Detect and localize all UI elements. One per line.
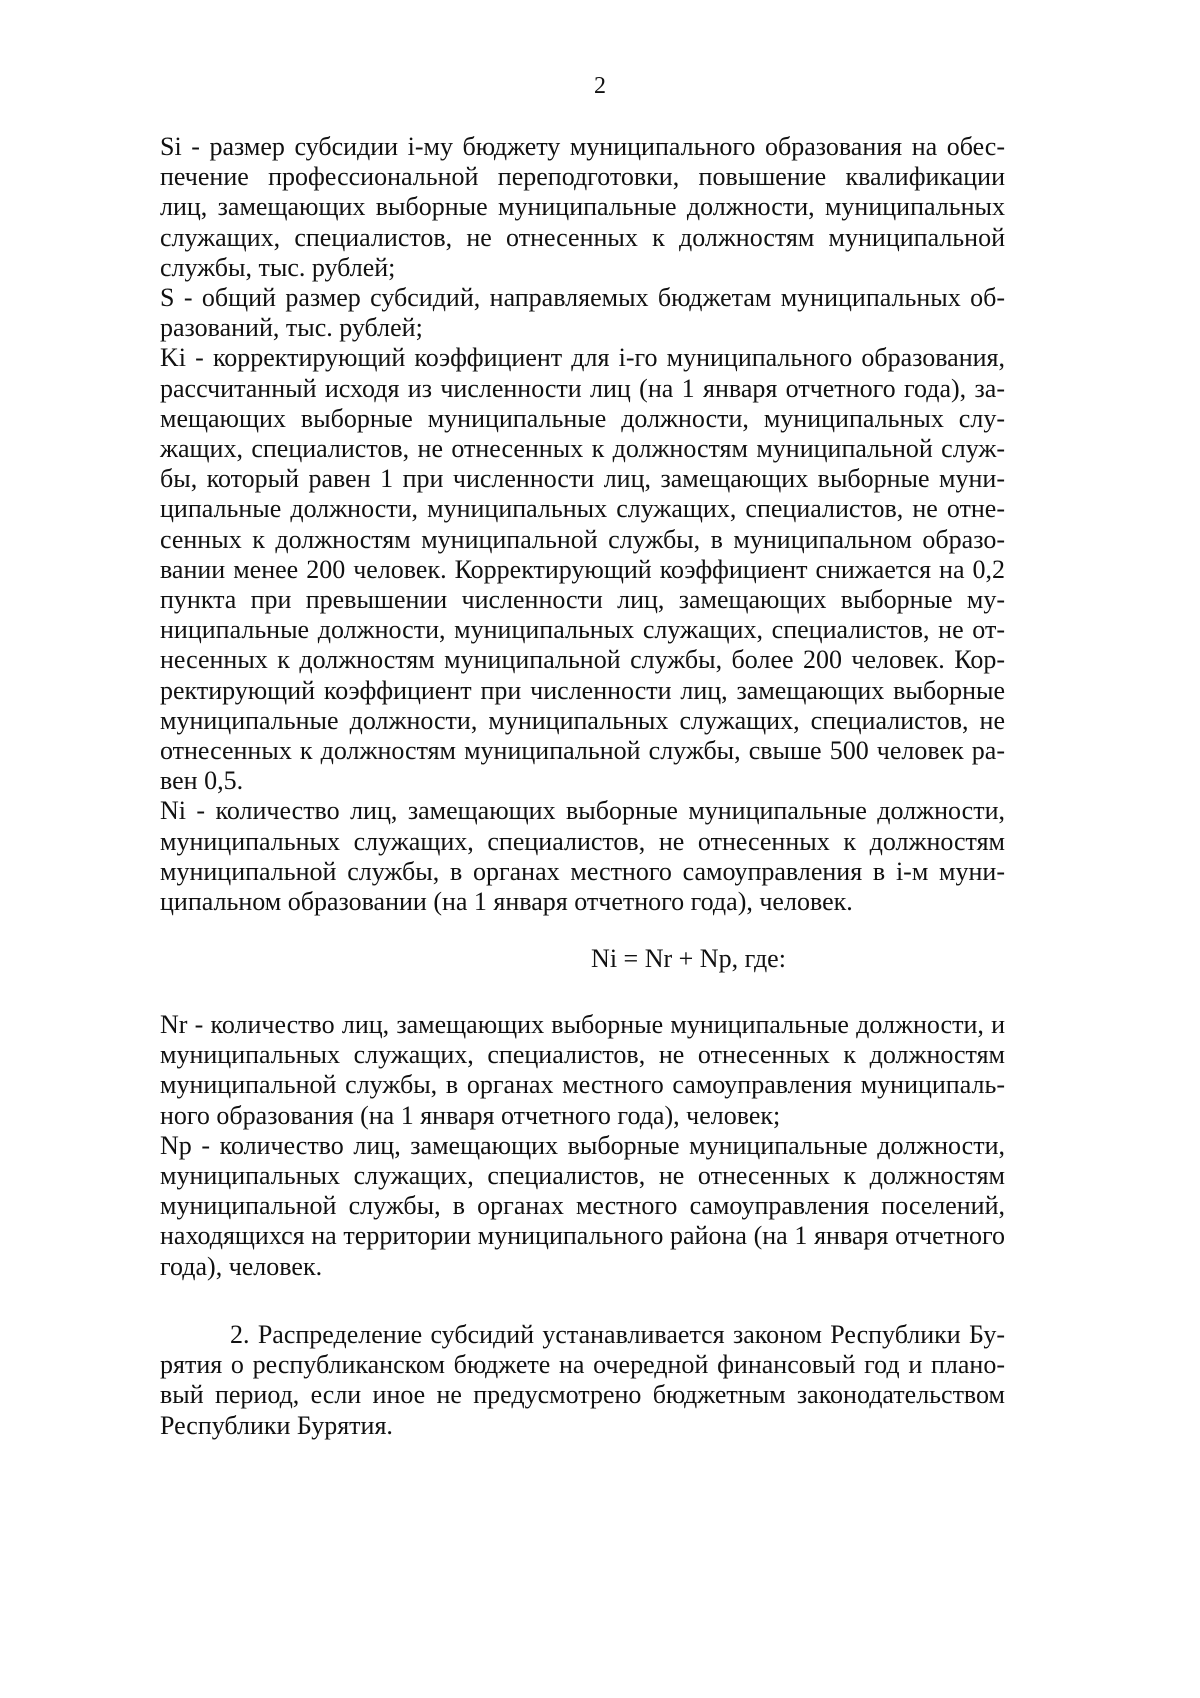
definition-nr: Nr - количество лиц, замещающих выборные муниципальные должности, и муниципальных служащих, специалистов, не отнесенных к должностям муниципальной службы, в органах местного самоуправления муниципального образования (на 1 января отчетного года), человек;	[160, 1010, 1005, 1130]
formula-line	[160, 944, 1005, 974]
definitions-block-2	[160, 1010, 1005, 1282]
page-number: 2	[594, 73, 606, 99]
definition-np: Np - количество лиц, замещающих выборные муниципальные должности, муниципальных служащих, специалистов, не отнесенных к должностям муниципальной службы, в органах местного самоуправления поселений, находящихся на территории муниципального района (на 1 января отчетного года), человек.	[160, 1130, 1005, 1281]
definition-s: S - общий размер субсидий, направляемых бюджетам муниципальных образований, тыс. рублей;	[160, 283, 1005, 343]
formula-text: Ni = Nr + Np, где:	[591, 944, 786, 973]
definition-ni: Ni - количество лиц, замещающих выборные муниципальные должности, муниципальных служащих, специалистов, не отнесенных к должностям муниципальной службы, в органах местного самоуправления в i-м муниципальном образовании (на 1 января отчетного года), человек.	[160, 796, 1005, 917]
definitions-block	[160, 132, 1005, 917]
clause-2-paragraph: 2. Распределение субсидий устанавливается законом Республики Бурятия о республиканском бюджете на очередной финансовый год и плановый период, если иное не предусмотрено бюджетным законодательством Республики Бурятия.	[160, 1320, 1005, 1440]
definition-si: Si - размер субсидии i-му бюджету муниципального образования на обеспечение профессиональной переподготовки, повышение квалификации лиц, замещающих выборные муниципальные должности, муниципальных служащих, специалистов, не отнесенных к должностям муниципальной службы, тыс. рублей;	[160, 132, 1005, 282]
definition-ki: Ki - корректирующий коэффициент для i-го муниципального образования, рассчитанный исходя из численности лиц (на 1 января отчетного года), замещающих выборные муниципальные должности, муниципальных служащих, специалистов, не отнесенных к должностям муниципальной службы, который равен 1 при численности лиц, замещающих выборные муниципальные должности, муниципальных служащих, специалистов, не отнесенных к должностям муниципальной службы, в муниципальном образовании менее 200 человек. Корректирующий коэффициент снижается на 0,2 пункта при превышении численности лиц, замещающих выборные муниципальные должности, муниципальных служащих, специалистов, не отнесенных к должностям муниципальной службы, более 200 человек. Корректирующий коэффициент при численности лиц, замещающих выборные муниципальные должности, муниципальных служащих, специалистов, не отнесенных к должностям муниципальной службы, свыше 500 человек равен 0,5.	[160, 343, 1005, 796]
